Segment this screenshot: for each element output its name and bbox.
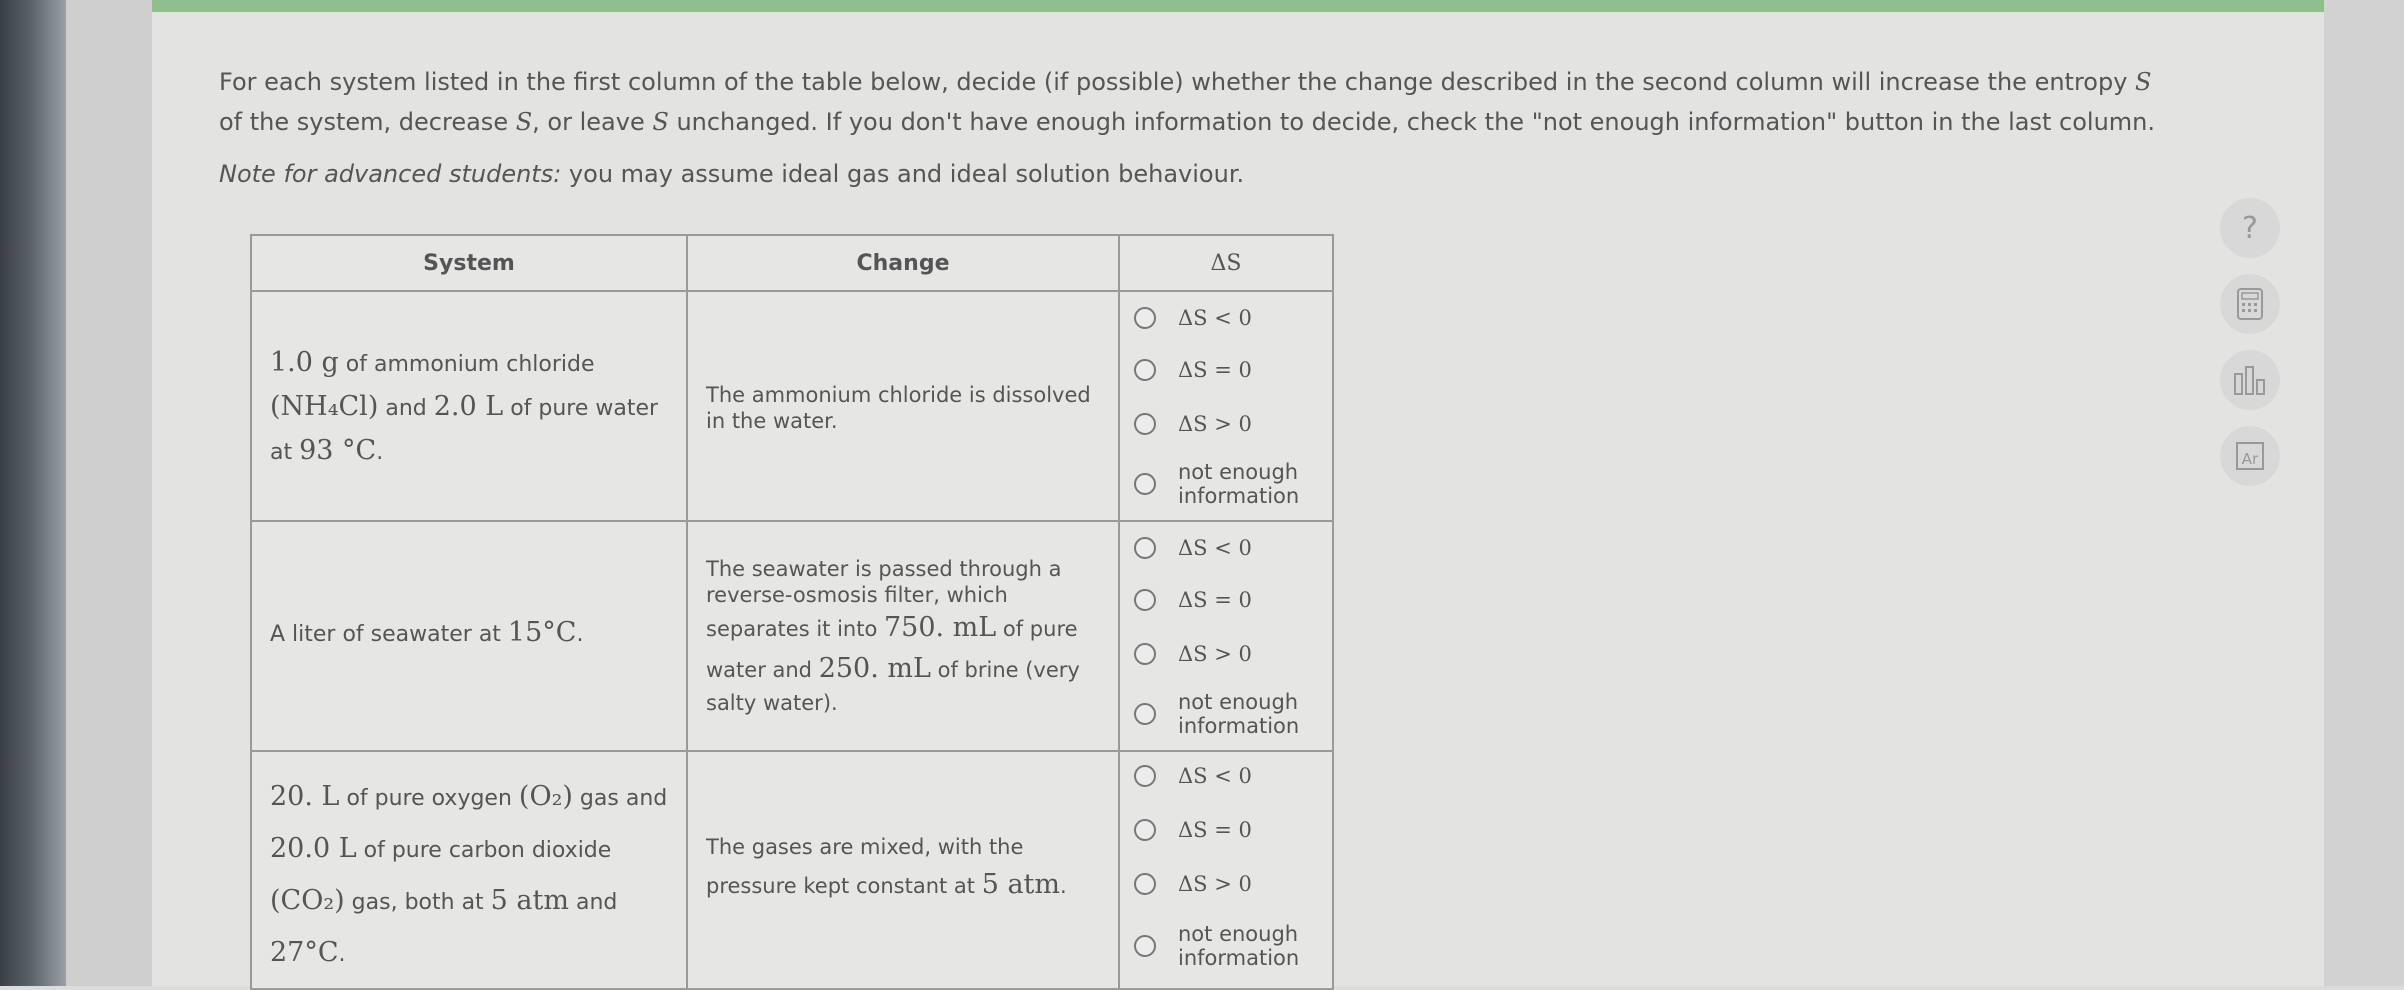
note-text: you may assume ideal gas and ideal solution behaviour. (561, 160, 1245, 188)
system-description: 20. L of pure oxygen (O₂) gas and 20.0 L of pure carbon dioxide (CO₂) gas, both at 5 atm and 27°C. (270, 781, 668, 968)
entropy-table (250, 234, 1334, 990)
system-description: 1.0 g of ammonium chloride (NH₄Cl) and 2.0 L of pure water at 93 °C. (270, 347, 659, 466)
option-delta-s-negative[interactable]: ΔS < 0 (1134, 764, 1252, 788)
system-cell (252, 292, 688, 520)
radio-button[interactable] (1134, 359, 1156, 381)
header-change: Change (688, 236, 1120, 292)
table-row (252, 752, 1332, 988)
entropy-symbol: S (515, 108, 533, 136)
radio-button[interactable] (1134, 307, 1156, 329)
change-cell (688, 752, 1120, 988)
help-button[interactable] (2220, 198, 2280, 258)
option-not-enough-info[interactable]: not enough information (1134, 922, 1299, 970)
system-cell (252, 522, 688, 750)
instructions (219, 62, 2219, 142)
radio-button[interactable] (1134, 703, 1156, 725)
help-icon: ? (2242, 210, 2258, 246)
change-cell (688, 522, 1120, 750)
instr-text: of the system, decrease (219, 108, 516, 136)
radio-button[interactable] (1134, 819, 1156, 841)
bar-chart-icon (2232, 364, 2268, 396)
system-cell (252, 752, 688, 988)
radio-button[interactable] (1134, 643, 1156, 665)
option-delta-s-zero[interactable]: ΔS = 0 (1134, 588, 1252, 612)
option-not-enough-info[interactable]: not enough information (1134, 690, 1299, 738)
delta-cell (1120, 752, 1332, 988)
instr-text: For each system listed in the first column of the table below, decide (if possible) whether the change described in the second column will increase the entropy (219, 68, 2136, 96)
option-not-enough-info[interactable]: not enough information (1134, 460, 1299, 508)
option-delta-s-negative[interactable]: ΔS < 0 (1134, 306, 1252, 330)
option-delta-s-negative[interactable]: ΔS < 0 (1134, 536, 1252, 560)
option-delta-s-zero[interactable]: ΔS = 0 (1134, 358, 1252, 382)
periodic-table-icon: Ar (2236, 442, 2264, 470)
entropy-symbol: S (2135, 68, 2152, 96)
radio-button[interactable] (1134, 473, 1156, 495)
instr-text: unchanged. If you don't have enough information to decide, check the "not enough information" button in the last column. (668, 108, 2155, 136)
radio-button[interactable] (1134, 935, 1156, 957)
change-description: The seawater is passed through a reverse-osmosis filter, which separates it into 750. mL of pure water and 250. mL of brine (very salty water). (706, 557, 1080, 715)
header-system: System (252, 236, 688, 292)
calculator-icon (2236, 287, 2264, 321)
option-delta-s-positive[interactable]: ΔS > 0 (1134, 642, 1252, 666)
calculator-button[interactable] (2220, 274, 2280, 334)
right-gutter (2324, 0, 2404, 986)
header-delta-s: ΔS (1120, 236, 1332, 292)
data-chart-button[interactable] (2220, 350, 2280, 410)
change-cell (688, 292, 1120, 520)
radio-button[interactable] (1134, 589, 1156, 611)
advanced-note (219, 160, 1244, 188)
change-description: The gases are mixed, with the pressure kept constant at 5 atm. (706, 835, 1067, 900)
progress-bar (152, 0, 2324, 12)
table-row (252, 522, 1332, 752)
radio-button[interactable] (1134, 413, 1156, 435)
delta-cell (1120, 522, 1332, 750)
instr-text: , or leave (532, 108, 653, 136)
left-gutter (66, 0, 152, 986)
note-label: Note for advanced students: (219, 160, 562, 188)
radio-button[interactable] (1134, 537, 1156, 559)
change-description: The ammonium chloride is dissolved in the water. (706, 383, 1091, 433)
table-row (252, 292, 1332, 522)
option-delta-s-positive[interactable]: ΔS > 0 (1134, 412, 1252, 436)
delta-cell (1120, 292, 1332, 520)
radio-button[interactable] (1134, 765, 1156, 787)
option-delta-s-zero[interactable]: ΔS = 0 (1134, 818, 1252, 842)
periodic-table-button[interactable] (2220, 426, 2280, 486)
option-delta-s-positive[interactable]: ΔS > 0 (1134, 872, 1252, 896)
system-description: A liter of seawater at 15°C. (270, 617, 584, 648)
left-edge (0, 0, 66, 986)
radio-button[interactable] (1134, 873, 1156, 895)
entropy-symbol: S (652, 108, 669, 136)
